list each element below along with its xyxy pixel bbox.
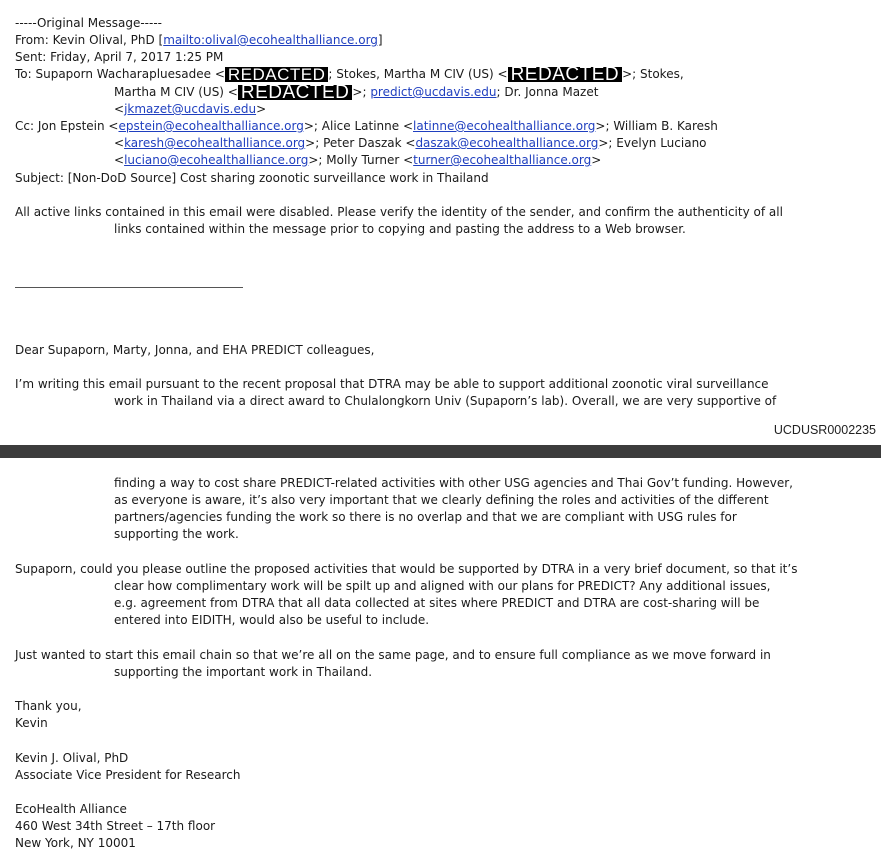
to-text: >; Stokes, bbox=[622, 67, 684, 81]
cc-text: >; Evelyn Luciano bbox=[598, 136, 707, 150]
latinne-email-link[interactable]: latinne@ecohealthalliance.org bbox=[413, 119, 596, 133]
closing-thanks: Thank you, bbox=[15, 699, 82, 713]
paragraph-2-line: entered into EIDITH, would also be useful to include. bbox=[114, 613, 430, 627]
to-label: To: Supaporn Wacharapluesadee < bbox=[15, 67, 225, 81]
cc-text: < bbox=[114, 153, 125, 167]
to-text: ; Dr. Jonna Mazet bbox=[496, 85, 599, 99]
to-line bbox=[15, 66, 684, 83]
paragraph-1-line: supporting the work. bbox=[114, 527, 239, 541]
paragraph-1-line: finding a way to cost share PREDICT-related activities with other USG agencies and Thai Gov’t funding. However, bbox=[114, 476, 793, 490]
paragraph-2-line: e.g. agreement from DTRA that all data collected at sites where PREDICT and DTRA are cost-sharing will be bbox=[114, 596, 760, 610]
paragraph-2-line: clear how complimentary work will be spilt up and aligned with our plans for PREDICT? Any additional issues, bbox=[114, 579, 771, 593]
cc-text: >; Alice Latinne < bbox=[303, 119, 413, 133]
greeting: Dear Supaporn, Marty, Jonna, and EHA PREDICT colleagues, bbox=[15, 343, 375, 357]
link-notice-line-1: All active links contained in this email were disabled. Please verify the identity of the sender, and confirm the authenticity of all bbox=[15, 205, 783, 219]
cc-line bbox=[15, 118, 718, 135]
closing-name: Kevin bbox=[15, 716, 48, 730]
original-message-marker: -----Original Message----- bbox=[15, 16, 162, 30]
paragraph-1-line: partners/agencies funding the work so there is no overlap and that we are compliant with USG rules for bbox=[114, 510, 737, 524]
from-mailto-link[interactable]: mailto:olival@ecohealthalliance.org bbox=[163, 33, 378, 47]
predict-email-link[interactable]: predict@ucdavis.edu bbox=[370, 85, 497, 99]
to-text: Martha M CIV (US) < bbox=[114, 85, 238, 99]
paragraph-1-line: work in Thailand via a direct award to Chulalongkorn Univ (Supaporn’s lab). Overall, we are very supportive of bbox=[114, 394, 777, 408]
paragraph-3-line: Just wanted to start this email chain so that we’re all on the same page, and to ensure full compliance as we move forward in bbox=[15, 648, 771, 662]
karesh-email-link[interactable]: karesh@ecohealthalliance.org bbox=[124, 136, 306, 150]
separator-line bbox=[15, 287, 243, 288]
from-line bbox=[15, 32, 383, 49]
to-text: > bbox=[256, 102, 267, 116]
signature-name: Kevin J. Olival, PhD bbox=[15, 751, 129, 765]
turner-email-link[interactable]: turner@ecohealthalliance.org bbox=[413, 153, 592, 167]
cc-text: < bbox=[114, 136, 125, 150]
redacted-block: REDACTED bbox=[238, 85, 353, 100]
cc-text: >; Peter Daszak < bbox=[305, 136, 416, 150]
luciano-email-link[interactable]: luciano@ecohealthalliance.org bbox=[124, 153, 309, 167]
cc-line-2 bbox=[114, 135, 707, 152]
sent-line: Sent: Friday, April 7, 2017 1:25 PM bbox=[15, 50, 224, 64]
jkmazet-email-link[interactable]: jkmazet@ucdavis.edu bbox=[124, 102, 257, 116]
cc-label: Cc: Jon Epstein < bbox=[15, 119, 119, 133]
signature-title: Associate Vice President for Research bbox=[15, 768, 241, 782]
redacted-block: REDACTED bbox=[225, 67, 329, 82]
paragraph-1-line: as everyone is aware, it’s also very important that we clearly defining the roles and activities of the different bbox=[114, 493, 769, 507]
paragraph-3-line: supporting the important work in Thailand. bbox=[114, 665, 373, 679]
signature-org: EcoHealth Alliance bbox=[15, 802, 127, 816]
cc-text: > bbox=[591, 153, 602, 167]
link-notice-line-2: links contained within the message prior to copying and pasting the address to a Web browser. bbox=[114, 222, 686, 236]
to-text: < bbox=[114, 102, 125, 116]
cc-text: >; Molly Turner < bbox=[308, 153, 414, 167]
subject-line: Subject: [Non-DoD Source] Cost sharing zoonotic surveillance work in Thailand bbox=[15, 171, 489, 185]
to-text: >; bbox=[352, 85, 371, 99]
to-line-3 bbox=[114, 101, 266, 118]
cc-text: >; William B. Karesh bbox=[595, 119, 718, 133]
bates-number: UCDUSR0002235 bbox=[773, 423, 876, 437]
cc-line-3 bbox=[114, 152, 601, 169]
signature-address-2: New York, NY 10001 bbox=[15, 836, 136, 850]
signature-address-1: 460 West 34th Street – 17th floor bbox=[15, 819, 216, 833]
redacted-block: REDACTED bbox=[508, 67, 623, 82]
to-line-2 bbox=[114, 84, 598, 101]
paragraph-1-line: I’m writing this email pursuant to the recent proposal that DTRA may be able to support additional zoonotic viral surveillance bbox=[15, 377, 769, 391]
from-label: From: Kevin Olival, PhD [ bbox=[15, 33, 164, 47]
page-divider bbox=[0, 445, 881, 458]
epstein-email-link[interactable]: epstein@ecohealthalliance.org bbox=[118, 119, 304, 133]
to-text: ; Stokes, Martha M CIV (US) < bbox=[328, 67, 508, 81]
from-end: ] bbox=[377, 33, 383, 47]
daszak-email-link[interactable]: daszak@ecohealthalliance.org bbox=[415, 136, 599, 150]
paragraph-2-line: Supaporn, could you please outline the proposed activities that would be supported by DTRA in a very brief document, so that it’s bbox=[15, 562, 798, 576]
